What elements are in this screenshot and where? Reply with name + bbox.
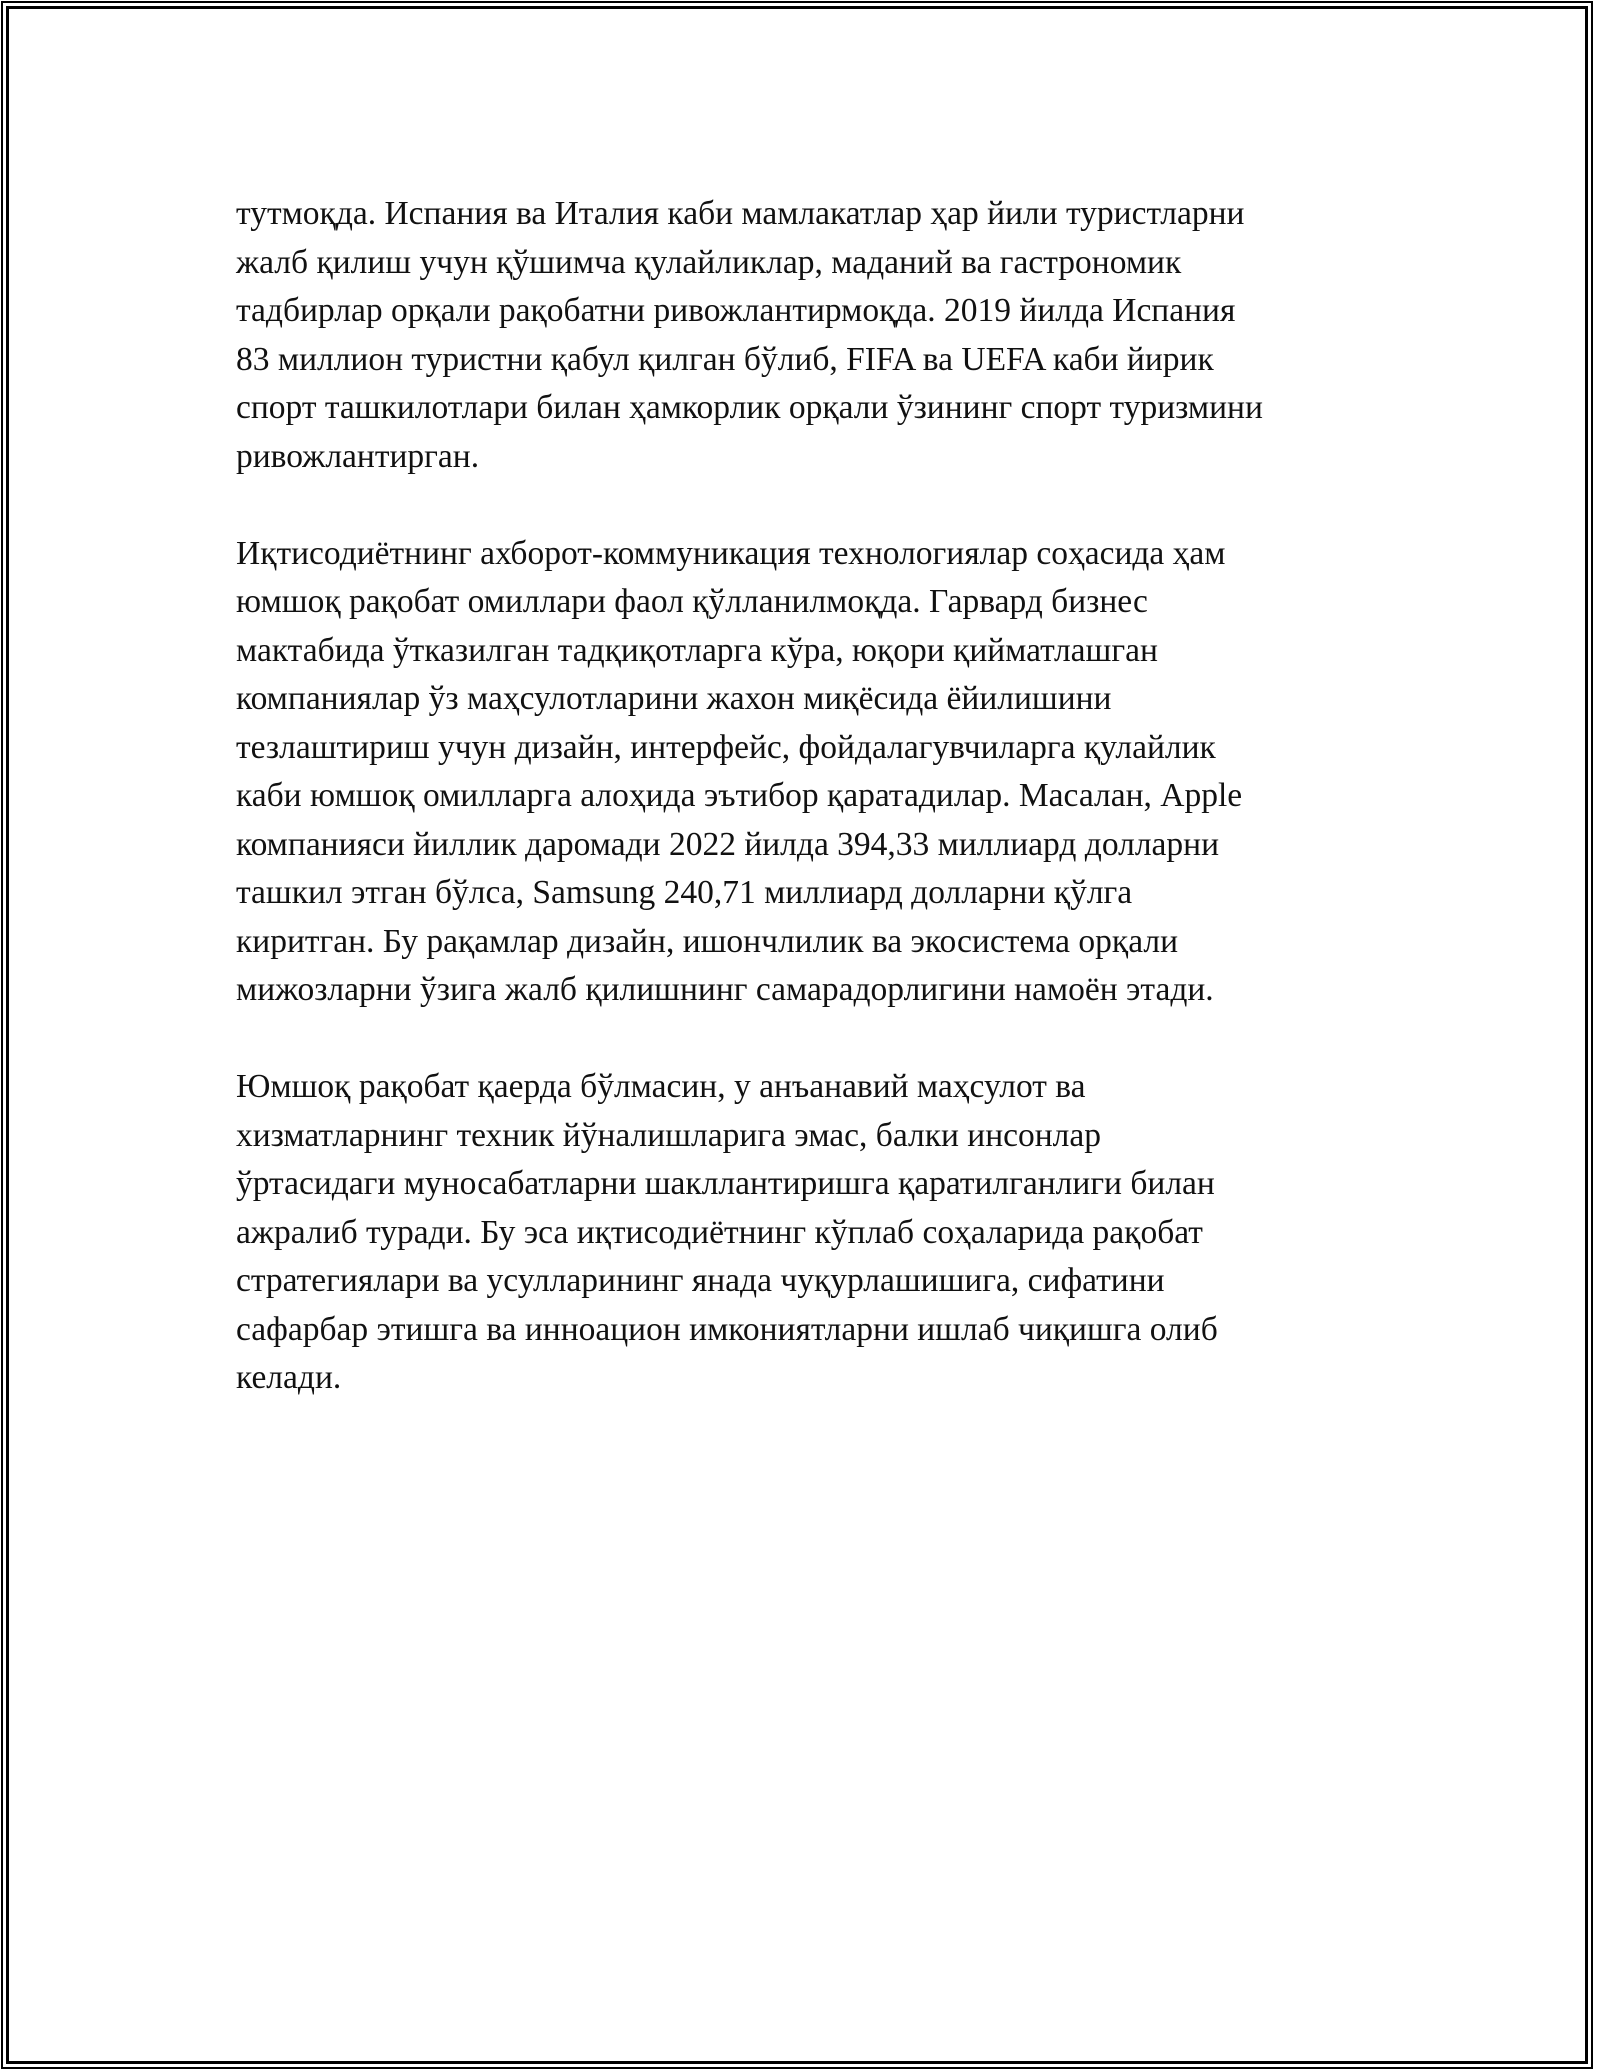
text-line: мижозларни ўзига жалб қилишнинг самарадорлигини намоён этади. bbox=[236, 971, 1214, 1008]
text-line: ўртасидаги муносабатларни шакллантиришга қаратилганлиги билан bbox=[236, 1165, 1215, 1202]
text-line: киритган. Бу рақамлар дизайн, ишончлилик ва экосистема орқали bbox=[236, 922, 1179, 960]
text-line: компаниялар ўз маҳсулотларини жахон миқёсида ёйилишини bbox=[236, 680, 1112, 717]
text-line: жалб қилиш учун қўшимча қулайликлар, маданий ва гастрономик bbox=[236, 243, 1182, 281]
text-line: ташкил этган бўлса, Samsung 240,71 миллиард долларни қўлга bbox=[236, 874, 1133, 911]
text-line: юмшоқ рақобат омиллари фаол қўлланилмоқда. Гарвард бизнес bbox=[236, 583, 1148, 620]
text-line: стратегиялари ва усулларининг янада чуқурлашишига, сифатини bbox=[236, 1262, 1165, 1299]
text-line: сафарбар этишга ва инноацион имкониятларни ишлаб чиқишга олиб bbox=[236, 1310, 1218, 1348]
text-line: каби юмшоқ омилларга алоҳида эътибор қаратадилар. Масалан, Apple bbox=[236, 777, 1243, 814]
paragraph-ict bbox=[236, 530, 1396, 1015]
text-line: компанияси йиллик даромади 2022 йилда 394,33 миллиард долларни bbox=[236, 825, 1220, 863]
text-line: спорт ташкилотлари билан ҳамкорлик орқали ўзининг спорт туризмини bbox=[236, 389, 1263, 426]
text-line: ажралиб туради. Бу эса иқтисодиётнинг кўплаб соҳаларида рақобат bbox=[236, 1213, 1203, 1251]
text-line: Юмшоқ рақобат қаерда бўлмасин, у анъанавий маҳсулот ва bbox=[236, 1068, 1086, 1105]
text-line: хизматларнинг техник йўналишларига эмас, балки инсонлар bbox=[236, 1116, 1102, 1154]
text-line: тезлаштириш учун дизайн, интерфейс, фойдалагувчиларга қулайлик bbox=[236, 728, 1216, 766]
paragraph-conclusion bbox=[236, 1063, 1396, 1403]
text-line: тадбирлар орқали рақобатни ривожлантирмоқда. 2019 йилда Испания bbox=[236, 292, 1236, 329]
document-body bbox=[236, 190, 1396, 1451]
text-line: 83 миллион туристни қабул қилган бўлиб, FIFA ва UEFA каби йирик bbox=[236, 340, 1214, 378]
text-line: Иқтисодиётнинг ахборот-коммуникация технологиялар соҳасида ҳам bbox=[236, 534, 1226, 572]
text-line: ривожлантирган. bbox=[236, 437, 480, 475]
paragraph-tourism bbox=[236, 190, 1396, 481]
text-line: келади. bbox=[236, 1359, 342, 1396]
text-line: тутмоқда. Испания ва Италия каби мамлакатлар ҳар йили туристларни bbox=[236, 195, 1245, 232]
text-line: мактабида ўтказилган тадқиқотларга кўра, юқори қийматлашган bbox=[236, 631, 1158, 669]
